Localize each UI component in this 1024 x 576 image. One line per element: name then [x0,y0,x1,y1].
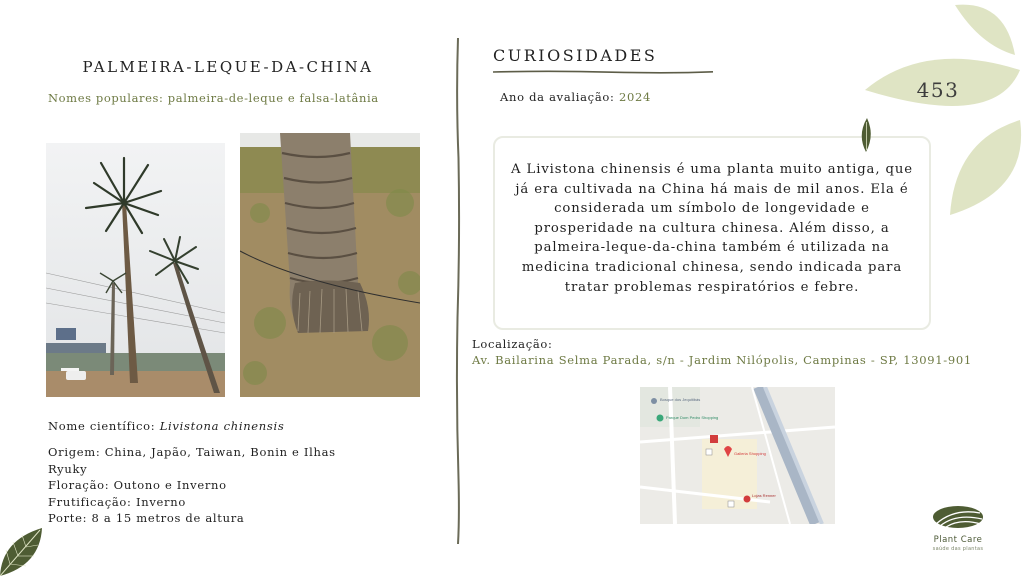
badge-number: 453 [916,78,960,102]
year-value: 2024 [618,90,652,104]
curiosities-text: A Livistona chinensis é uma planta muito antiga, que já era cultivada na China há mais de mil anos. Ela é considerada um símbolo de longevidade e prosperidade na cultura chinesa. Além disso, a palmeira-leque-da-china também é utilizada na medicina tradicional chinesa, sendo indicada para tratar problemas respiratórios e febre. [511,162,913,295]
origin-text: Origem: China, Japão, Taiwan, Bonin e Ilhas Ryuky [48,445,336,476]
leaf-corner-icon [0,520,45,576]
scientific-name-row [48,418,285,435]
popular-names: Nomes populares: palmeira-de-leque e falsa-latânia [48,91,379,105]
palm-trees-photo [46,143,225,397]
flowering-text: Floração: Outono e Inverno [48,478,227,492]
year-label: Ano da avaliação: [500,90,619,104]
fruiting-text: Frutificação: Inverno [48,495,186,509]
location-label: Localização: [472,337,553,351]
scientific-name: Livistona chinensis [159,419,285,433]
palm-trunk-photo [240,133,420,397]
map-label-lojas: Lojas Renner [752,493,776,498]
decorative-leaves-icon [855,0,1024,230]
map-label-bosque: Bosque dos Jequitibás [660,397,701,402]
plant-title: PALMEIRA-LEQUE-DA-CHINA [82,58,374,76]
brand-name: Plant Care [933,535,983,545]
vertical-divider [454,38,462,544]
location-address: Av. Bailarina Selma Parada, s/n - Jardim Nilópolis, Campinas - SP, 13091-901 [472,353,972,367]
size-text: Porte: 8 a 15 metros de altura [48,511,245,525]
plant-care-logo [918,500,998,566]
brand-tagline: saúde das plantas [932,546,984,552]
scientific-name-label: Nome científico: [48,419,160,433]
curiosities-underline [492,69,714,75]
evaluation-year [500,90,651,104]
map-label-parque: Parque Dom Pedro Shopping [666,415,719,420]
curiosities-title: CURIOSIDADES [493,46,658,65]
map-label-galleria: Galleria Shopping [734,451,766,456]
location-map[interactable] [640,387,835,524]
